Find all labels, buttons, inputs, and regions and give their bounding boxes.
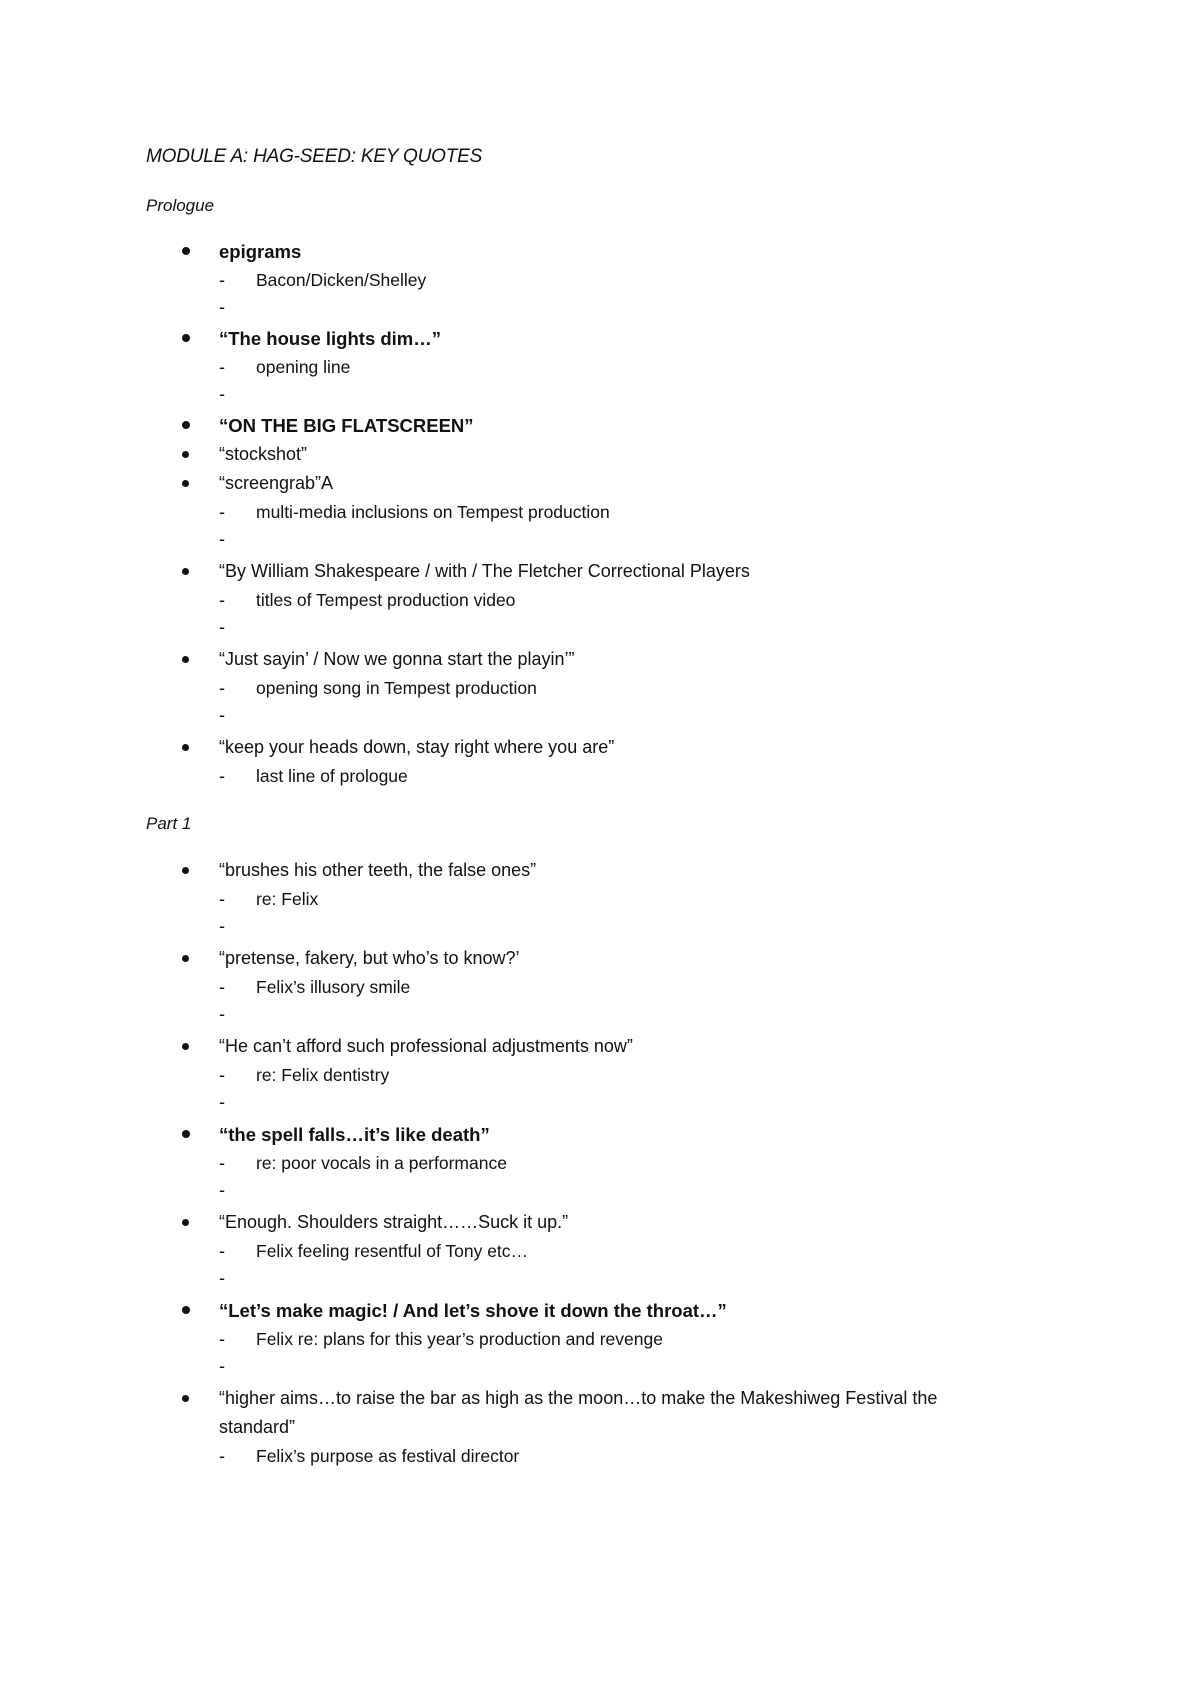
list-item: [0, 237, 1200, 266]
quote-text: “Enough. Shoulders straight……Suck it up.”: [219, 1212, 569, 1232]
section-heading-prologue: Prologue: [146, 196, 215, 215]
list-item: [0, 1120, 1200, 1149]
bullet-icon: [182, 421, 190, 429]
quote-continuation: standard”: [219, 1417, 296, 1437]
list-item: [0, 1208, 1200, 1237]
dash-marker: -: [219, 1329, 225, 1349]
empty-dash-row: [0, 380, 1200, 409]
note-row: [0, 1237, 1200, 1266]
empty-dash-row: [0, 1088, 1200, 1117]
note-text: Bacon/Dicken/Shelley: [256, 270, 427, 290]
quote-continuation-row: [0, 1413, 1200, 1442]
bullet-icon: [182, 656, 189, 663]
dash-marker: -: [219, 977, 225, 997]
bullet-icon: [182, 334, 190, 342]
list-item: [0, 1296, 1200, 1325]
dash-marker: -: [219, 1065, 225, 1085]
list-item: [0, 1384, 1200, 1413]
empty-dash-row: [0, 912, 1200, 941]
bullet-icon: [182, 1395, 189, 1402]
bullet-icon: [182, 1130, 190, 1138]
dash-marker: -: [219, 357, 225, 377]
dash-marker: -: [219, 1268, 225, 1288]
dash-marker: -: [219, 678, 225, 698]
quote-text: “pretense, fakery, but who’s to know?’: [219, 948, 520, 968]
quote-text: “He can’t afford such professional adjustments now”: [219, 1036, 633, 1056]
note-row: [0, 1442, 1200, 1471]
list-item: [0, 1032, 1200, 1061]
bullet-icon: [182, 480, 189, 487]
quote-text: epigrams: [219, 241, 302, 262]
note-row: [0, 674, 1200, 703]
dash-marker: -: [219, 916, 225, 936]
empty-dash-row: [0, 613, 1200, 642]
note-row: [0, 762, 1200, 791]
note-row: [0, 586, 1200, 615]
note-text: Felix’s illusory smile: [256, 977, 411, 997]
bullet-icon: [182, 247, 190, 255]
quote-text: “Just sayin’ / Now we gonna start the playin’”: [219, 649, 575, 669]
document-title: MODULE A: HAG-SEED: KEY QUOTES: [146, 146, 483, 167]
dash-marker: -: [219, 384, 225, 404]
note-row: [0, 498, 1200, 527]
bullet-icon: [182, 568, 189, 575]
note-row: [0, 1325, 1200, 1354]
note-text: re: Felix dentistry: [256, 1065, 390, 1085]
note-text: Felix re: plans for this year’s production and revenge: [256, 1329, 663, 1349]
list-item: [0, 411, 1200, 440]
quote-text: “brushes his other teeth, the false ones”: [219, 860, 537, 880]
bullet-icon: [182, 955, 189, 962]
empty-dash-row: [0, 1176, 1200, 1205]
empty-dash-row: [0, 1352, 1200, 1381]
empty-dash-row: [0, 525, 1200, 554]
list-item: [0, 944, 1200, 973]
note-text: re: Felix: [256, 889, 319, 909]
note-row: [0, 1061, 1200, 1090]
dash-marker: -: [219, 1004, 225, 1024]
quote-text: “keep your heads down, stay right where you are”: [219, 737, 615, 757]
dash-marker: -: [219, 705, 225, 725]
empty-dash-row: [0, 293, 1200, 322]
quote-text: “higher aims…to raise the bar as high as the moon…to make the Makeshiweg Festival the: [219, 1388, 938, 1408]
note-row: [0, 973, 1200, 1002]
dash-marker: -: [219, 590, 225, 610]
bullet-icon: [182, 867, 189, 874]
note-row: [0, 353, 1200, 382]
dash-marker: -: [219, 889, 225, 909]
section-heading-part-1: Part 1: [146, 814, 192, 833]
quote-text: “By William Shakespeare / with / The Fletcher Correctional Players: [219, 561, 750, 581]
quote-text: “ON THE BIG FLATSCREEN”: [219, 415, 474, 436]
note-text: opening line: [256, 357, 351, 377]
bullet-icon: [182, 1043, 189, 1050]
note-text: Felix’s purpose as festival director: [256, 1446, 520, 1466]
bullet-icon: [182, 1306, 190, 1314]
note-text: last line of prologue: [256, 766, 408, 786]
list-item: [0, 469, 1200, 498]
dash-marker: -: [219, 270, 225, 290]
list-item: [0, 645, 1200, 674]
bullet-icon: [182, 1219, 189, 1226]
dash-marker: -: [219, 1153, 225, 1173]
note-text: opening song in Tempest production: [256, 678, 537, 698]
quote-text: “The house lights dim…”: [219, 328, 442, 349]
note-text: Felix feeling resentful of Tony etc…: [256, 1241, 529, 1261]
empty-dash-row: [0, 1000, 1200, 1029]
quote-text: “the spell falls…it’s like death”: [219, 1124, 490, 1145]
list-item: [0, 733, 1200, 762]
dash-marker: -: [219, 617, 225, 637]
list-item: [0, 557, 1200, 586]
note-text: multi-media inclusions on Tempest production: [256, 502, 610, 522]
list-item: [0, 856, 1200, 885]
note-text: titles of Tempest production video: [256, 590, 516, 610]
empty-dash-row: [0, 1264, 1200, 1293]
empty-dash-row: [0, 701, 1200, 730]
dash-marker: -: [219, 1092, 225, 1112]
dash-marker: -: [219, 529, 225, 549]
dash-marker: -: [219, 502, 225, 522]
dash-marker: -: [219, 1356, 225, 1376]
note-row: [0, 1149, 1200, 1178]
bullet-icon: [182, 451, 189, 458]
dash-marker: -: [219, 1241, 225, 1261]
dash-marker: -: [219, 1446, 225, 1466]
note-text: re: poor vocals in a performance: [256, 1153, 507, 1173]
list-item: [0, 324, 1200, 353]
quote-text: “screengrab”A: [219, 473, 334, 493]
dash-marker: -: [219, 766, 225, 786]
dash-marker: -: [219, 1180, 225, 1200]
quote-text: “Let’s make magic! / And let’s shove it down the throat…”: [219, 1300, 727, 1321]
note-row: [0, 885, 1200, 914]
note-row: [0, 266, 1200, 295]
bullet-icon: [182, 744, 189, 751]
quote-text: “stockshot”: [219, 444, 308, 464]
dash-marker: -: [219, 297, 225, 317]
list-item: [0, 440, 1200, 469]
